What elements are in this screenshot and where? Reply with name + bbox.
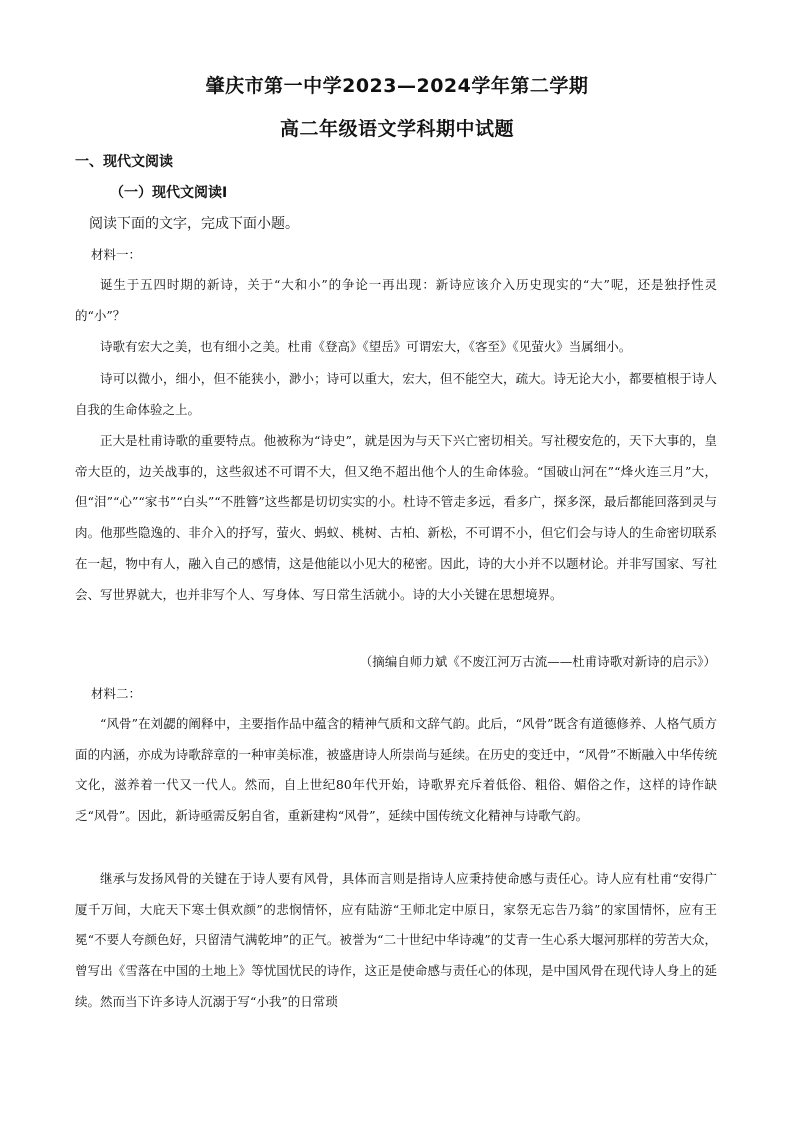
material-one-paragraph: 诗可以微小，细小，但不能狭小，渺小；诗可以重大，宏大，但不能空大，疏大。诗无论大小，都要植根于诗人自我的生命体验之上。: [75, 371, 717, 417]
material-one-paragraph: 诗歌有宏大之美，也有细小之美。杜甫《登高》《望岳》可谓宏大，《客至》《见萤火》当属细小。: [100, 339, 632, 354]
exam-title-school: 肇庆市第一中学2023—2024学年第二学期: [205, 75, 589, 97]
material-two-label: 材料二：: [91, 686, 142, 701]
exam-title-subject: 高二年级语文学科期中试题: [279, 118, 514, 140]
subsection-heading: （一）现代文阅读Ⅰ: [110, 185, 228, 201]
material-one-paragraph: 正大是杜甫诗歌的重要特点。他被称为“诗史”，就是因为与天下兴亡密切相关。写社稷安危的，天下大事的，皇帝大臣的，边关战事的，这些叙述不可谓不大，但又绝不超出他个人的生命体验。“国破山河在”“烽火连三月”大，但“泪”“心”“家书”“白头”“不胜簪”这些都是切切实实的小。杜诗不管走多远，看多广，探多深，最后都能回落到灵与肉。他那些隐逸的、非介入的抒写，萤火、蚂蚁、桃树、古柏、新松，不可谓不小，但它们会与诗人的生命密切联系在一起，物中有人，融入自己的感情，这是他能以小见大的秘密。因此，诗的大小并不以题材论。并非写国家、写社会、写世界就大，也并非写个人、写身体、写日常生活就小。诗的大小关键在思想境界。: [75, 433, 717, 602]
section-heading: 一、现代文阅读: [75, 154, 173, 170]
material-two-paragraph: 继承与发扬风骨的关键在于诗人要有风骨，具体而言则是指诗人应秉持使命感与责任心。诗人应有杜甫“安得广厦千万间，大庇天下寒士俱欢颜”的悲悯情怀，应有陆游“王师北定中原日，家祭无忘告乃翁”的家国情怀，应有王冕“不要人夸颜色好，只留清气满乾坤”的正气。被誉为“二十世纪中华诗魂”的艾青一生心系大堰河那样的劳苦大众，曾写出《雪落在中国的土地上》等忧国忧民的诗作，这正是使命感与责任心的体现，是中国风骨在现代诗人身上的延续。然而当下许多诗人沉溺于写“小我”的日常琐: [75, 871, 717, 1009]
material-one-source: （摘编自师力斌《不废江河万古流——杜甫诗歌对新诗的启示》）: [359, 654, 716, 669]
material-one-paragraph: 诞生于五四时期的新诗，关于“大和小”的争论一再出现：新诗应该介入历史现实的“大”呢，还是独抒性灵的“小”？: [75, 277, 717, 323]
reading-instruction: 阅读下面的文字，完成下面小题。: [89, 216, 299, 232]
material-one-label: 材料一：: [91, 247, 142, 262]
material-two-paragraph: “风骨”在刘勰的阐释中，主要指作品中蕴含的精神气质和文辞气韵。此后，“风骨”既含有道德修养、人格气质方面的内涵，亦成为诗歌辞章的一种审美标准，被盛唐诗人所崇尚与延续。在历史的变迁中，“风骨”不断融入中华传统文化，滋养着一代又一代人。然而，自上世纪80年代开始，诗歌界充斥着低俗、粗俗、媚俗之作，这样的诗作缺乏“风骨”。因此，新诗亟需反躬自省，重新建构“风骨”，延续中国传统文化精神与诗歌气韵。: [75, 716, 717, 824]
